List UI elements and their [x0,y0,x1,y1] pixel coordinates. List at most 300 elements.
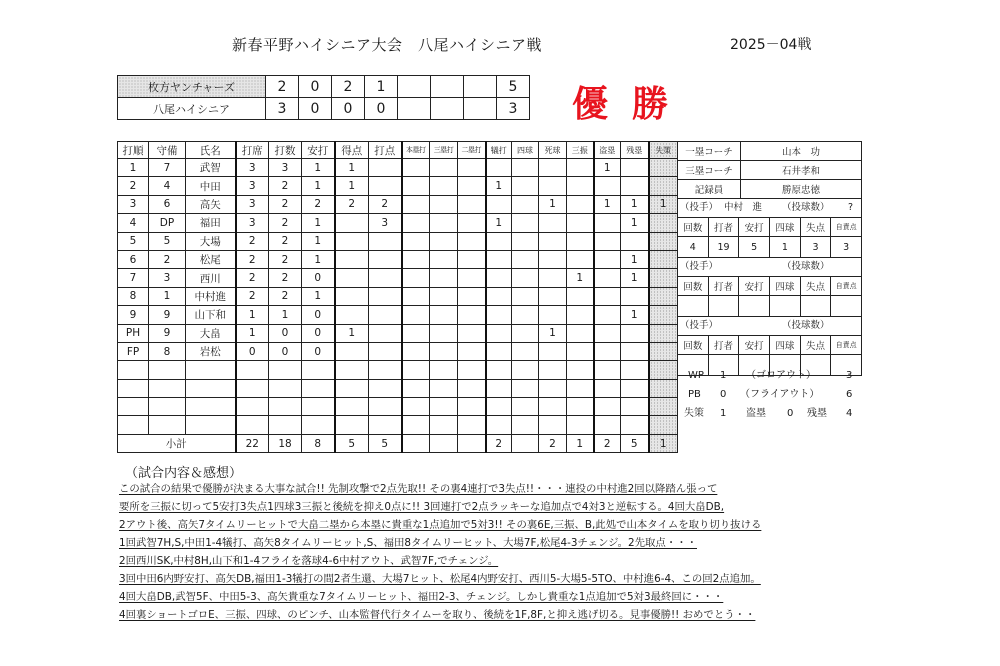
stat-cell: 1 [302,177,335,195]
stat-cell: 1 [621,250,649,268]
stat-cell [649,306,678,324]
pitcher-stat-header: 自責点 [831,218,862,237]
column-header: 犠打 [486,142,512,159]
stat-cell [649,250,678,268]
pitcher-stats-values [678,296,862,317]
stat-cell: 1 [335,324,369,342]
batter-row [118,159,678,177]
batter-row [118,177,678,195]
pitcher-stat-header: 回数 [678,218,709,237]
stat-cell [649,324,678,342]
pitcher-stat-header: 失点 [800,336,831,355]
total-score: 5 [497,76,530,98]
subtotal-cell: 22 [236,434,269,452]
inning-score: 0 [299,76,332,98]
stat-cell: 0 [269,324,302,342]
stat-cell [567,287,594,305]
column-header: 守備 [149,142,186,159]
stat-cell [430,232,458,250]
stat-cell: 1 [649,195,678,213]
stat-cell [430,306,458,324]
batter-row [118,250,678,268]
staff-table [677,141,862,199]
stat-cell [369,342,402,360]
stat-cell [567,214,594,232]
stat-cell: 1 [302,250,335,268]
stat-cell [302,398,335,416]
pitcher-stat-value [739,296,770,317]
stat-cell: 1 [539,195,567,213]
staff-value: 勝原忠徳 [741,180,862,199]
stat-cell [649,379,678,397]
victory-stamp: 優勝 [572,83,693,125]
comment-line: この試合の結果で優勝が決まる大事な試合!! 先制攻撃で2点先取!! その裏4連打で3失点!!・・・連投の中村進2回以降踏ん張って [119,483,718,495]
pitcher-stat-value [831,296,862,317]
pitcher-stats-header [678,336,862,355]
batter-row [118,324,678,342]
stat-cell [335,361,369,379]
stat-cell [621,324,649,342]
stat-cell [539,177,567,195]
stat-cell: 高矢 [186,195,236,213]
stat-cell [458,398,486,416]
stat-cell [486,195,512,213]
inning-score: 0 [299,98,332,120]
stat-cell [512,269,539,287]
comments-heading: （試合内容＆感想） [125,466,243,481]
column-header: 打点 [369,142,402,159]
stat-cell [402,177,430,195]
batter-row [118,306,678,324]
inning-score: 2 [332,76,365,98]
lob-value: 4 [846,408,853,419]
stat-cell [512,250,539,268]
team-name: 枚方ヤンチャーズ [118,76,266,98]
stat-cell [649,214,678,232]
stat-cell: 1 [302,287,335,305]
staff-row [678,180,862,199]
inning-score: 2 [266,76,299,98]
pitcher-stat-value: 5 [739,237,770,258]
stat-cell [236,398,269,416]
pitch-count-label: （投球数） [782,261,830,272]
stat-cell: 1 [539,324,567,342]
subtotal-cell: 2 [539,434,567,452]
stat-cell: 9 [149,306,186,324]
pitcher-stat-header: 安打 [739,218,770,237]
stat-cell: 2 [118,177,149,195]
column-header: 打順 [118,142,149,159]
stat-cell [621,416,649,434]
line-score-table [117,75,530,120]
pitcher-stats-header [678,218,862,237]
stat-cell [458,342,486,360]
stat-cell [402,398,430,416]
pb-label: PB [688,389,701,400]
pitcher-stats-table [677,276,862,317]
stat-cell [335,342,369,360]
stat-cell [567,361,594,379]
stat-cell [512,324,539,342]
subtotal-label: 小計 [118,434,236,452]
stat-cell: 1 [621,195,649,213]
pb-value: 0 [720,389,727,400]
stat-cell: 5 [149,232,186,250]
stat-cell: 1 [621,306,649,324]
stat-cell [118,379,149,397]
stat-cell: 松尾 [186,250,236,268]
inning-score [464,98,497,120]
pitcher-stat-header: 安打 [739,336,770,355]
stat-cell [430,214,458,232]
stat-cell [594,361,621,379]
stat-cell [430,416,458,434]
stat-cell [512,379,539,397]
batter-row [118,379,678,397]
stat-cell [512,177,539,195]
subtotal-cell [430,434,458,452]
stat-cell [486,269,512,287]
stat-cell [402,416,430,434]
stat-cell: 2 [269,287,302,305]
stat-cell [236,361,269,379]
stat-cell: 3 [236,214,269,232]
stat-cell: 大場 [186,232,236,250]
stat-cell [486,416,512,434]
stat-cell [512,159,539,177]
batter-row [118,195,678,213]
stat-cell [621,379,649,397]
batter-row [118,287,678,305]
stat-cell [402,269,430,287]
stat-cell: 4 [118,214,149,232]
pitcher-stat-value [800,296,831,317]
stat-cell: 0 [302,306,335,324]
pitcher-stat-header: 失点 [800,277,831,296]
team-name: 八尾ハイシニア [118,98,266,120]
stat-cell: 中田 [186,177,236,195]
staff-label: 三塁コーチ [678,161,741,180]
stat-cell [649,232,678,250]
stat-cell: 1 [236,306,269,324]
pitcher-stat-value: 3 [831,237,862,258]
batter-row [118,416,678,434]
stat-cell [486,159,512,177]
stat-cell: 2 [269,195,302,213]
stat-cell [567,232,594,250]
stat-cell: 1 [594,195,621,213]
stat-cell [402,287,430,305]
stat-cell [369,398,402,416]
stat-cell [302,416,335,434]
stat-cell [369,159,402,177]
stat-cell: 8 [149,342,186,360]
stat-cell [402,232,430,250]
pitcher-stat-header: 四球 [770,336,801,355]
stat-cell: 3 [369,214,402,232]
stat-cell [594,324,621,342]
stat-cell: 1 [621,214,649,232]
column-header: 四球 [512,142,539,159]
stat-cell [621,398,649,416]
fly-out-label: （フライアウト） [740,389,820,400]
stat-cell [539,159,567,177]
stat-cell [369,361,402,379]
total-score: 3 [497,98,530,120]
stat-cell [594,342,621,360]
stat-cell [369,306,402,324]
stat-cell: DP [149,214,186,232]
stat-cell [567,416,594,434]
column-header: 二塁打 [458,142,486,159]
stat-cell [335,398,369,416]
stat-cell: 0 [302,324,335,342]
pitcher-stat-value: 4 [678,237,709,258]
stat-cell [335,416,369,434]
line-score-row-home [118,98,530,120]
stat-cell: 1 [302,232,335,250]
stat-cell [458,379,486,397]
comment-line: 4回大畠DB,武智5F、中田5-3、高矢貴重な7タイムリーヒット、福田2-3、チェンジ。しかし貴重な1点追加で5対3最終回に・・・ [119,591,724,603]
column-header: 打数 [269,142,302,159]
inning-score [398,98,431,120]
batter-row [118,361,678,379]
comment-line: 1回武智7H,S,中田1-4犠打、高矢8タイムリーヒット,S、福田8タイムリーヒット、大場7F,松尾4-3チェンジ。2先取点・・・ [119,537,697,549]
stat-cell [458,416,486,434]
stat-cell [649,342,678,360]
stat-cell: 4 [149,177,186,195]
inning-score [398,76,431,98]
stat-cell: 0 [269,342,302,360]
stat-cell [512,398,539,416]
stat-cell: 2 [236,269,269,287]
stat-cell [512,306,539,324]
stat-cell [430,250,458,268]
stat-cell [458,214,486,232]
stat-cell [402,379,430,397]
stat-cell [649,361,678,379]
stat-cell [369,324,402,342]
staff-row [678,161,862,180]
stat-cell [539,250,567,268]
pitcher-line [677,317,862,335]
stat-cell [458,306,486,324]
stat-cell [539,214,567,232]
stat-cell [594,416,621,434]
stat-cell: 1 [236,324,269,342]
stat-cell [621,159,649,177]
fly-out-value: 6 [846,389,853,400]
pitcher-stat-header: 自責点 [831,277,862,296]
pitcher-stat-value: 19 [708,237,739,258]
stat-cell [186,361,236,379]
stat-cell [567,159,594,177]
stat-cell [567,306,594,324]
stat-cell [369,250,402,268]
stat-cell [430,342,458,360]
stat-cell: 2 [269,177,302,195]
pitcher-stat-header: 四球 [770,277,801,296]
stat-cell [369,379,402,397]
stat-cell: 岩松 [186,342,236,360]
inning-score: 1 [365,76,398,98]
stat-cell [149,379,186,397]
batting-stats-table [117,141,678,453]
pitcher-stats-table [677,217,862,258]
stat-cell: 1 [567,269,594,287]
stat-cell [539,398,567,416]
steal-label: 盗塁 [746,408,766,419]
stat-cell [512,232,539,250]
stat-cell [402,159,430,177]
stat-cell: 3 [236,177,269,195]
stat-cell: 1 [302,214,335,232]
stat-cell [539,416,567,434]
stat-cell: 3 [236,195,269,213]
stat-cell: 2 [335,195,369,213]
stat-cell: 7 [149,159,186,177]
subtotal-cell: 18 [269,434,302,452]
pitcher-stat-value: 3 [800,237,831,258]
pitcher-label: （投手） [680,261,719,272]
inning-score [464,76,497,98]
stat-cell [512,287,539,305]
pitcher-stat-header: 自責点 [831,336,862,355]
stat-cell [458,250,486,268]
stat-cell: 西川 [186,269,236,287]
pitcher-line [677,199,862,217]
stat-cell [402,342,430,360]
subtotal-cell: 2 [594,434,621,452]
wp-label: WP [688,370,704,381]
wp-value: 1 [720,370,727,381]
inning-score [431,98,464,120]
stat-cell [269,398,302,416]
subtotal-cell: 1 [567,434,594,452]
stat-cell: 5 [118,232,149,250]
stat-cell: 2 [302,195,335,213]
column-header: 氏名 [186,142,236,159]
stat-cell: 2 [269,269,302,287]
stat-cell [236,379,269,397]
stat-cell [335,232,369,250]
stat-cell: 8 [118,287,149,305]
inning-score: 3 [266,98,299,120]
stat-cell: 9 [118,306,149,324]
stat-cell [649,159,678,177]
stat-cell [621,177,649,195]
stat-cell [594,232,621,250]
stat-cell: 1 [269,306,302,324]
stat-cell [430,324,458,342]
stat-cell [567,324,594,342]
column-header: 三塁打 [430,142,458,159]
stat-cell [539,287,567,305]
pitcher-stats-header [678,277,862,296]
stat-cell: 3 [149,269,186,287]
stat-cell [594,269,621,287]
comments-body [119,480,879,624]
stat-cell [621,361,649,379]
stat-cell [486,361,512,379]
stat-cell: 1 [335,159,369,177]
comment-line: 2回西川SK,中村8H,山下和1-4フライを落球4-6中村アウト、武智7F,でチェンジ。 [119,555,499,567]
pitcher-stat-value [678,296,709,317]
pitcher-stat-value [770,296,801,317]
stat-cell [594,214,621,232]
stat-cell [512,195,539,213]
stat-cell [539,306,567,324]
subtotal-cell: 2 [486,434,512,452]
stat-cell [512,342,539,360]
pitcher-stat-header: 打者 [708,277,739,296]
column-header: 残塁 [621,142,649,159]
stat-cell [567,177,594,195]
inning-score: 0 [332,98,365,120]
pitch-count-label: （投球数） [782,202,830,213]
subtotal-cell [458,434,486,452]
stat-cell [149,361,186,379]
staff-row [678,142,862,161]
stats-row-pb [684,385,859,404]
stat-cell [567,195,594,213]
stat-cell: 2 [369,195,402,213]
stat-cell: 0 [236,342,269,360]
stat-cell [621,342,649,360]
stat-cell [335,306,369,324]
ground-out-value: 3 [846,370,853,381]
batter-row [118,269,678,287]
stat-cell: 1 [335,177,369,195]
subtotal-cell: 8 [302,434,335,452]
stat-cell: 6 [118,250,149,268]
stat-cell: 2 [269,250,302,268]
stat-cell: 2 [236,250,269,268]
column-header: 失策 [649,142,678,159]
stat-cell: 福田 [186,214,236,232]
stat-cell: 2 [269,214,302,232]
stat-cell [486,250,512,268]
stat-cell: 6 [149,195,186,213]
stat-cell [302,361,335,379]
stat-cell: 2 [236,232,269,250]
column-header: 安打 [302,142,335,159]
stat-cell [430,159,458,177]
pitcher-stat-header: 打者 [708,218,739,237]
subtotal-cell: 5 [335,434,369,452]
stat-cell [594,379,621,397]
pitcher-name: 中村 進 [724,202,763,213]
stat-cell [458,361,486,379]
lob-label: 残塁 [807,408,827,419]
stat-cell [567,342,594,360]
stat-cell [458,232,486,250]
staff-value: 石井孝和 [741,161,862,180]
stat-cell: 1 [486,177,512,195]
stat-cell [512,361,539,379]
stat-cell: 1 [118,159,149,177]
stat-cell [269,379,302,397]
stat-cell [567,379,594,397]
stat-cell: 3 [118,195,149,213]
stat-cell [269,361,302,379]
stat-cell: 1 [594,159,621,177]
stat-cell [369,287,402,305]
stat-cell [186,398,236,416]
stat-cell [539,269,567,287]
stat-cell: 山下和 [186,306,236,324]
stat-cell [118,398,149,416]
